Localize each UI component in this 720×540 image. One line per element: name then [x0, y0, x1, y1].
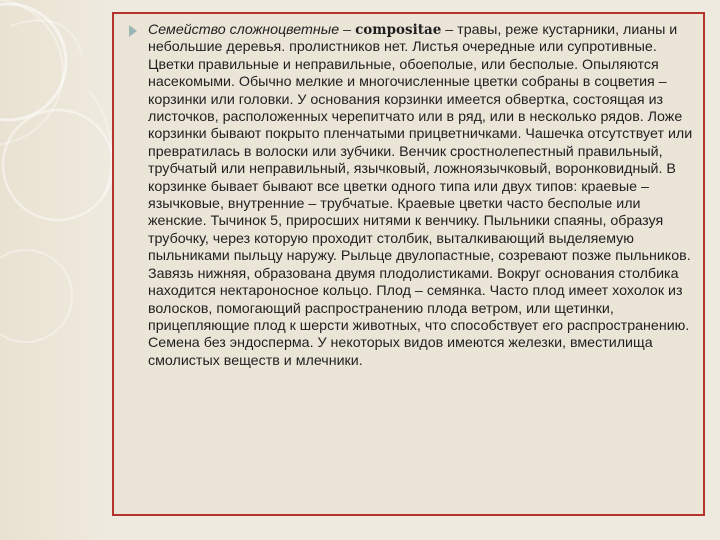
heading-dash: –: [343, 22, 352, 38]
triangle-bullet-icon: [129, 25, 137, 37]
content-panel: [112, 12, 705, 516]
latin-family-name: compositae: [355, 22, 442, 38]
paragraph-text: [148, 22, 700, 370]
body-text: – травы, реже кустарники, лианы и небольшие деревья. пролистников нет. Листья очередные или супротивные. Цветки правильные и неправильные, обоеполые, или бесполые. Опыляются насекомыми. Обычно мелкие и многочисленные цветки собраны в соцветия – корзинки или головки. У основания корзинки имеется обвертка, состоящая из листочков, расположенных черепитчато или в ряд, или в несколько рядов. Ложе корзинки бывают покрыто пленчатыми прицветничками. Чашечка отсутствует или превратилась в волоски или зубчики. Венчик сростнолепестный правильный, трубчатый или неправильный, язычковый, ложноязычковый, воронковидный. В корзинке бывает бывают все цветки одного типа или двух типов: краевые – язычковые, внутренние – трубчатые. Краевые цветки часто бесполые или женские. Тычинок 5, приросших нитями к венчику. Пыльники спаяны, образуя трубочку, через которую проходит столбик, выталкивающий выделяемую пыльниками пыльцу наружу. Рыльце двулопастные, созревают позже пыльников. Завязь нижняя, образована двумя плодолистиками. Вокруг основания столбика находится нектароносное кольцо. Плод – семянка. Часто плод имеет хохолок из волосков, помогающий распространению плода ветром, или щетинки, прицепляющие плод к шерсти животных, что способствует его распространению. Семена без эндосперма. У некоторых видов имеются железки, вместилища смолистых веществ и млечники.: [148, 22, 693, 369]
family-heading: Семейство сложноцветные: [148, 22, 340, 38]
